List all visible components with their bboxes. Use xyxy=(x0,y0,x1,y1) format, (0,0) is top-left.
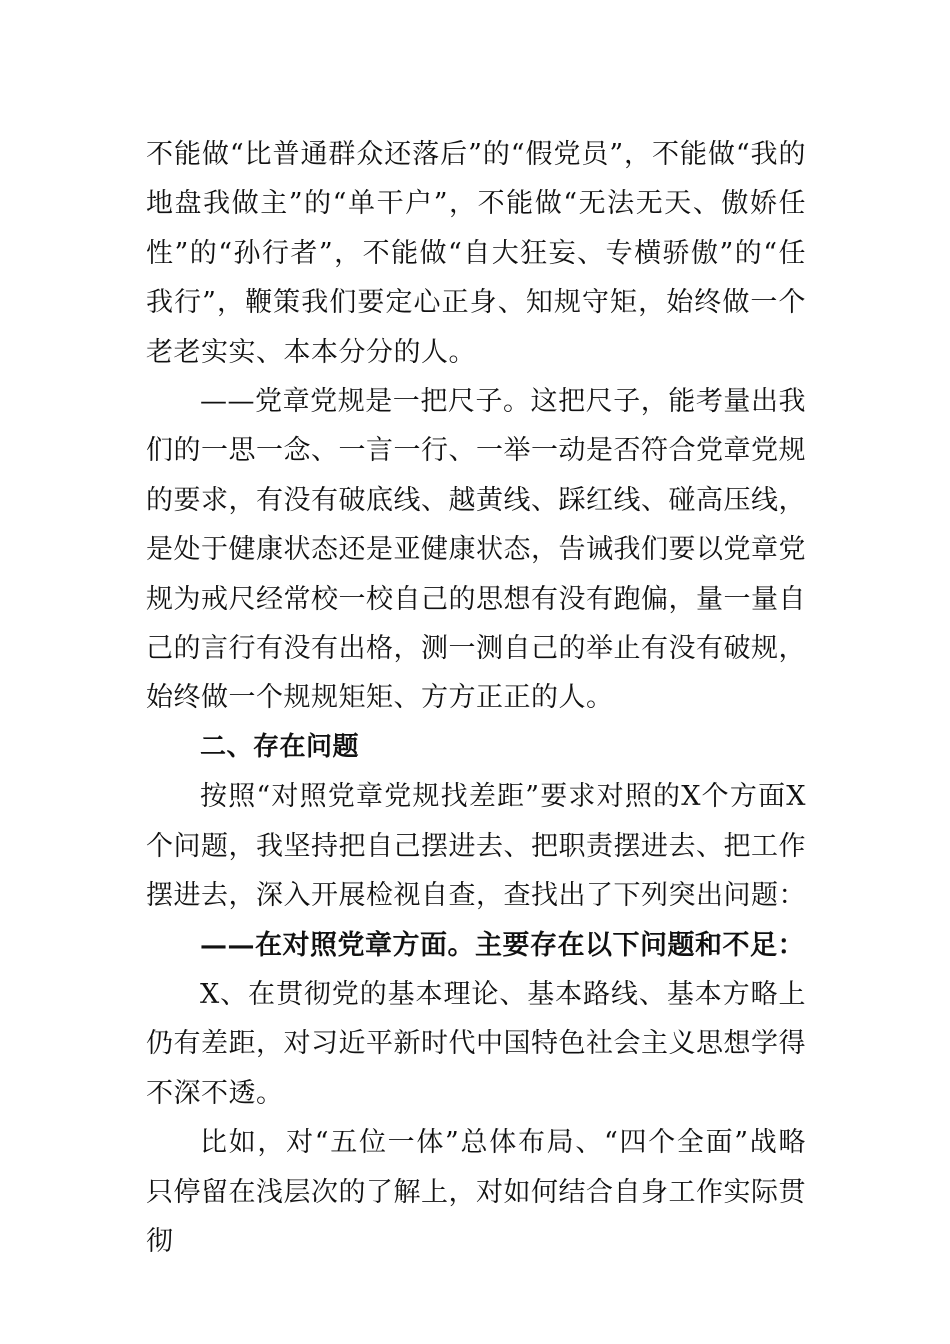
paragraph-continuation: 不能做“比普通群众还落后”的“假党员”，不能做“我的地盘我做主”的“单干户”，不能做“无法无天、傲娇任性”的“孙行者”，不能做“自大狂妄、专横骄傲”的“任我行”，鞭策我们要定心正身、知规守矩，始终做一个老老实实、本本分分的人。 xyxy=(146,139,806,368)
paragraph-ruler: ——党章党规是一把尺子。这把尺子，能考量出我们的一思一念、一言一行、一举一动是否符合党章党规的要求，有没有破底线、越黄线、踩红线、碰高压线，是处于健康状态还是亚健康状态，告诫我们要以党章党规为戒尺经常校一校自己的思想有没有跑偏，量一量自己的言行有没有出格，测一测自己的举止有没有破规，始终做一个规规矩矩、方方正正的人。 xyxy=(146,386,806,714)
subheading-party-constitution: ——在对照党章方面。主要存在以下问题和不足： xyxy=(200,929,805,961)
paragraph-example: 比如，对“五位一体”总体布局、“四个全面”战略只停留在浅层次的了解上，对如何结合自身工作实际贯彻 xyxy=(146,1127,806,1257)
section-heading: 二、存在问题 xyxy=(200,731,360,762)
paragraph-intro: 按照“对照党章党规找差距”要求对照的X个方面X个问题，我坚持把自己摆进去、把职责摆进去、把工作摆进去，深入开展检视自查，查找出了下列突出问题： xyxy=(146,781,806,912)
paragraph-issue-x: X、在贯彻党的基本理论、基本路线、基本方略上仍有差距，对习近平新时代中国特色社会主义思想学得不深不透。 xyxy=(146,978,806,1109)
document-page xyxy=(146,130,806,1266)
